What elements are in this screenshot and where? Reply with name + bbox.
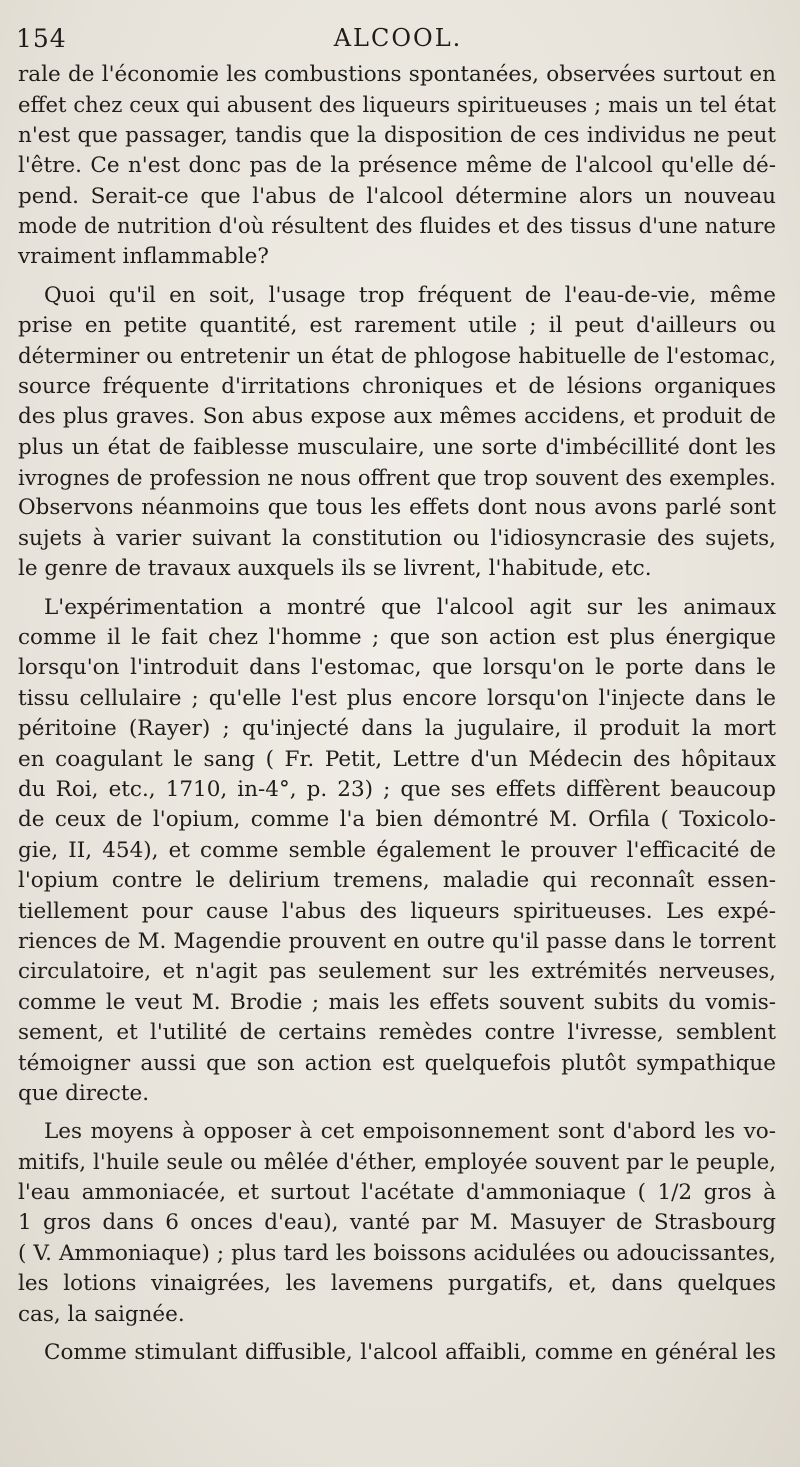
text-line: péritoine (Rayer) ; qu'injecté dans la jugulaire, il produit la mort [18,716,776,742]
text-line: mode de nutrition d'où résultent des fluides et des tissus d'une nature [18,213,776,239]
text-line: Observons néanmoins que tous les effets dont nous avons parlé sont [18,495,776,521]
text-line: les lotions vinaigrées, les lavemens purgatifs, et, dans quelques [18,1271,776,1297]
text-line: déterminer ou entretenir un état de phlogose habituelle de l'estomac, [18,343,776,369]
text-line: de ceux de l'opium, comme l'a bien démontré M. Orfila ( Toxicolo- [18,807,776,833]
text-line: riences de M. Magendie prouvent en outre qu'il passe dans le torrent [18,928,776,954]
paragraph-4 [18,1117,776,1330]
page-number: 154 [16,24,67,53]
text-line: Quoi qu'il en soit, l'usage trop fréquent de l'eau-de-vie, même [44,282,776,308]
text-line: comme il le fait chez l'homme ; que son action est plus énergique [18,625,776,651]
text-line: témoigner aussi que son action est quelquefois plutôt sympathique [18,1050,776,1076]
text-line: circulatoire, et n'agit pas seulement sur les extrémités nerveuses, [18,959,776,985]
text-line: ( V. Ammoniaque) ; plus tard les boissons acidulées ou adoucissantes, [18,1240,776,1266]
text-line: effet chez ceux qui abusent des liqueurs spiritueuses ; mais un tel état [18,92,776,118]
text-line: L'expérimentation a montré que l'alcool agit sur les animaux [44,594,776,620]
text-line: vraiment inflammable? [18,244,269,270]
text-line: sement, et l'utilité de certains remèdes contre l'ivresse, semblent [18,1020,776,1046]
paragraph-3 [18,593,776,1110]
text-line: lorsqu'on l'introduit dans l'estomac, que lorsqu'on le porte dans le [18,655,776,681]
text-line: tiellement pour cause l'abus des liqueurs spiritueuses. Les expé- [18,898,776,924]
text-line: l'opium contre le delirium tremens, maladie qui reconnaît essen- [18,868,776,894]
text-line: n'est que passager, tandis que la disposition de ces individus ne peut [18,122,776,148]
text-line: sujets à varier suivant la constitution ou l'idiosyncrasie des sujets, [18,525,776,551]
text-line: plus un état de faiblesse musculaire, une sorte d'imbécillité dont les [18,434,776,460]
paragraph-1 [18,60,776,273]
text-line: cas, la saignée. [18,1301,185,1327]
paragraph-2 [18,281,776,585]
text-line: comme le veut M. Brodie ; mais les effets souvent subits du vomis- [18,989,776,1015]
body-text [18,60,776,1376]
text-line: pend. Serait-ce que l'abus de l'alcool détermine alors un nouveau [18,183,776,209]
text-line: l'eau ammoniacée, et surtout l'acétate d'ammoniaque ( 1/2 gros à [18,1180,776,1206]
text-line: le genre de travaux auxquels ils se livrent, l'habitude, etc. [18,556,652,582]
text-line: mitifs, l'huile seule ou mêlée d'éther, employée souvent par le peuple, [18,1149,776,1175]
running-title: ALCOOL. [333,24,463,52]
paragraph-5 [18,1338,776,1368]
text-line: ivrognes de profession ne nous offrent que trop souvent des exemples. [18,465,776,491]
text-line: gie, II, 454), et comme semble également le prouver l'efficacité de [18,837,776,863]
page-header [16,18,780,58]
text-line: que directe. [18,1080,150,1106]
text-line: rale de l'économie les combustions spontanées, observées surtout en [18,62,776,87]
text-line: tissu cellulaire ; qu'elle l'est plus encore lorsqu'on l'injecte dans le [18,685,776,711]
text-line: des plus graves. Son abus expose aux mêmes accidens, et produit de [18,404,776,430]
text-line: Les moyens à opposer à cet empoisonnement sont d'abord les vo- [44,1119,776,1145]
text-line: source fréquente d'irritations chroniques et de lésions organiques [18,373,776,399]
text-line: 1 gros dans 6 onces d'eau), vanté par M. Masuyer de Strasbourg [18,1210,776,1236]
text-line: Comme stimulant diffusible, l'alcool affaibli, comme en général les [44,1340,776,1366]
text-line: l'être. Ce n'est donc pas de la présence même de l'alcool qu'elle dé- [18,153,776,179]
text-line: du Roi, etc., 1710, in-4°, p. 23) ; que ses effets diffèrent beaucoup [18,776,776,802]
text-line: en coagulant le sang ( Fr. Petit, Lettre d'un Médecin des hôpitaux [18,746,776,772]
text-line: prise en petite quantité, est rarement utile ; il peut d'ailleurs ou [18,313,776,339]
